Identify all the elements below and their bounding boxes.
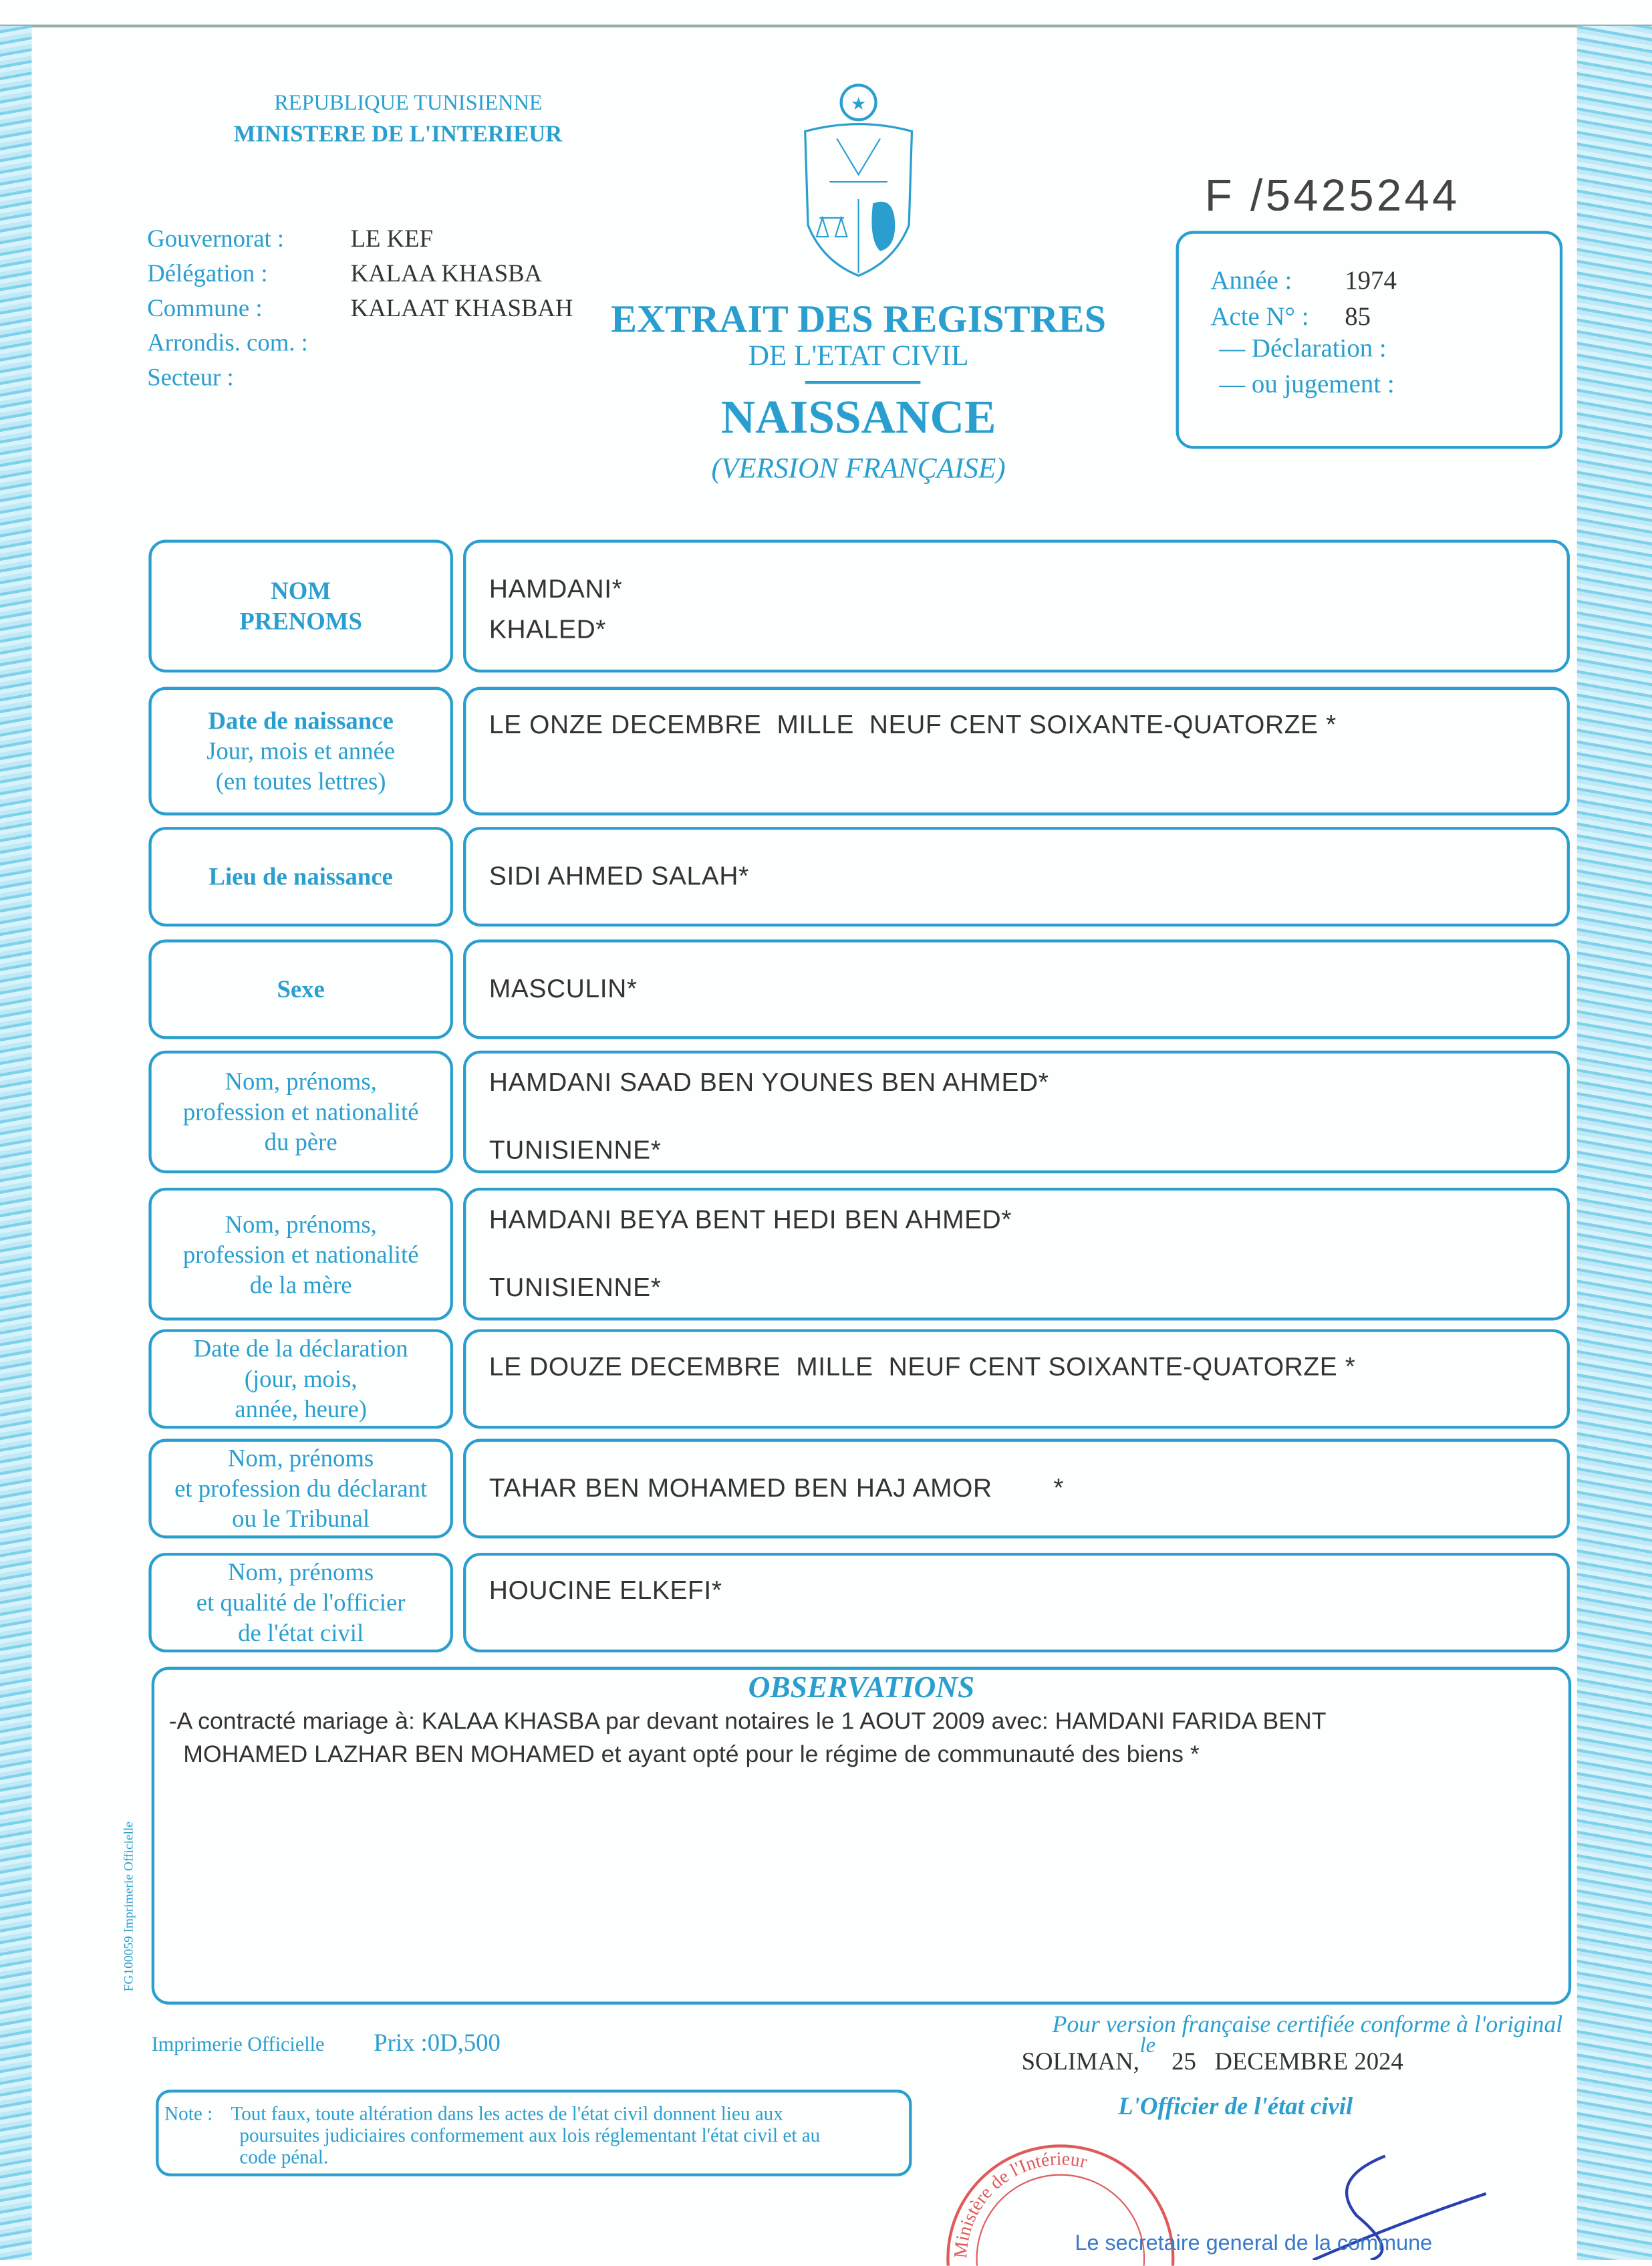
- row-value: SIDI AHMED SALAH*: [489, 860, 749, 890]
- row-label: PRENOMS: [239, 607, 362, 635]
- row-label: profession et nationalité: [182, 1098, 419, 1126]
- acte-box: [1176, 231, 1563, 449]
- row-label-box: [148, 1553, 453, 1652]
- top-edge: [0, 25, 1652, 27]
- issue-place: SOLIMAN,: [1021, 2047, 1139, 2075]
- guilloche-border-left: [0, 26, 31, 2260]
- arrondis-label: Arrondis. com. :: [147, 329, 308, 357]
- row-label: du père: [264, 1128, 337, 1156]
- row-label: et qualité de l'officier: [196, 1589, 406, 1617]
- note-line-1: Tout faux, toute altération dans les actes de l'état civil donnent lieu aux: [231, 2102, 783, 2125]
- row-label-box: [148, 1188, 453, 1321]
- guilloche-border-right: [1577, 26, 1652, 2260]
- annee-value: 1974: [1345, 265, 1397, 295]
- svg-text:Ministère de l'Intérieur: [950, 2148, 1089, 2259]
- row-value: LE ONZE DECEMBRE MILLE NEUF CENT SOIXANTE-QUATORZE *: [489, 710, 1337, 739]
- row-value: LE DOUZE DECEMBRE MILLE NEUF CENT SOIXANTE-QUATORZE *: [489, 1352, 1356, 1382]
- row-label-box: [148, 1051, 453, 1174]
- row-value-box: [463, 940, 1570, 1039]
- row-label: NOM: [271, 577, 331, 605]
- note-line-2: poursuites judiciaires conformement aux lois réglementant l'état civil et au: [239, 2124, 821, 2146]
- acte-label: Acte N° :: [1210, 301, 1309, 331]
- tunisia-emblem-icon: [793, 81, 923, 283]
- row-value: TUNISIENNE*: [489, 1273, 662, 1302]
- row-value: TAHAR BEN MOHAMED BEN HAJ AMOR *: [489, 1473, 1065, 1502]
- legal-note-box: [156, 2090, 912, 2176]
- row-label: Nom, prénoms: [228, 1558, 374, 1586]
- observations-title: OBSERVATIONS: [748, 1669, 975, 1705]
- row-value: HAMDANI BEYA BENT HEDI BEN AHMED*: [489, 1205, 1012, 1234]
- row-label: Nom, prénoms,: [225, 1210, 377, 1238]
- title-divider: [805, 381, 921, 384]
- row-label: Jour, mois et année: [206, 737, 396, 765]
- annee-label: Année :: [1210, 265, 1292, 295]
- row-label-box: [148, 827, 453, 926]
- row-value-box: [463, 827, 1570, 926]
- declaration-label: — Déclaration :: [1219, 333, 1387, 362]
- row-label: ou le Tribunal: [232, 1505, 370, 1533]
- signature-caption: Le secretaire general de la commune: [1075, 2231, 1433, 2256]
- row-label: (jour, mois,: [244, 1365, 358, 1393]
- acte-value: 85: [1345, 301, 1371, 331]
- ministry-label: MINISTERE DE L'INTERIEUR: [233, 122, 563, 148]
- note-label: Note :: [164, 2102, 213, 2125]
- stamp-text: Ministère de l'Intérieur: [950, 2148, 1089, 2259]
- row-label: Date de la déclaration: [193, 1335, 408, 1363]
- row-label-box: [148, 1439, 453, 1539]
- row-value-box: [463, 687, 1570, 815]
- title-extrait: EXTRAIT DES REGISTRES: [611, 297, 1107, 341]
- officer-title: L'Officier de l'état civil: [1118, 2092, 1353, 2120]
- row-label: et profession du déclarant: [174, 1475, 428, 1503]
- row-label: de la mère: [249, 1270, 352, 1299]
- row-value-box: [463, 1188, 1570, 1321]
- side-print: FG100059 Imprimerie Officielle: [121, 1821, 136, 1992]
- certified-text: Pour version française certifiée conforme à l'original: [1052, 2010, 1563, 2038]
- observations-line-2: MOHAMED LAZHAR BEN MOHAMED et ayant opté pour le régime de communauté des biens *: [183, 1741, 1200, 1768]
- row-value-box: [463, 1329, 1570, 1428]
- jugement-label: — ou jugement :: [1219, 369, 1395, 398]
- delegation-label: Délégation :: [147, 259, 268, 287]
- commune-value: KALAAT KHASBAH: [350, 294, 573, 322]
- row-value: MASCULIN*: [489, 973, 638, 1003]
- delegation-value: KALAA KHASBA: [350, 259, 543, 287]
- svg-text:★: ★: [850, 94, 867, 114]
- row-label-box: [148, 1329, 453, 1428]
- observations-box: [152, 1667, 1571, 2005]
- serial-number: F /5425244: [1204, 170, 1460, 221]
- imprimerie-label: Imprimerie Officielle: [151, 2035, 325, 2057]
- row-value: KHALED*: [489, 614, 607, 644]
- row-label-box: [148, 687, 453, 815]
- observations-line-1: -A contracté mariage à: KALAA KHASBA par devant notaires le 1 AOUT 2009 avec: HAMDANI FARIDA BENT: [168, 1709, 1327, 1735]
- row-value: TUNISIENNE*: [489, 1136, 662, 1165]
- row-label: Nom, prénoms,: [225, 1067, 377, 1096]
- gouvernorat-label: Gouvernorat :: [147, 225, 285, 253]
- row-label: profession et nationalité: [182, 1240, 419, 1268]
- row-value: HOUCINE ELKEFI*: [489, 1576, 722, 1605]
- gouvernorat-value: LE KEF: [350, 225, 434, 253]
- note-line-3: code pénal.: [239, 2146, 329, 2168]
- row-label: Date de naissance: [208, 707, 394, 735]
- row-label: année, heure): [235, 1395, 367, 1423]
- title-naissance: NAISSANCE: [720, 392, 996, 445]
- row-label: Nom, prénoms: [228, 1444, 374, 1473]
- price: Prix :0D,500: [374, 2029, 501, 2057]
- row-value-box: [463, 1051, 1570, 1174]
- row-label-box: [148, 539, 453, 672]
- issue-le: le: [1139, 2035, 1155, 2058]
- row-label: Lieu de naissance: [209, 863, 393, 891]
- title-etat-civil: DE L'ETAT CIVIL: [748, 340, 969, 373]
- row-value-box: [463, 539, 1570, 672]
- row-label: de l'état civil: [238, 1619, 364, 1647]
- issue-date: 25 DECEMBRE 2024: [1172, 2047, 1403, 2075]
- row-value-box: [463, 1553, 1570, 1652]
- secteur-label: Secteur :: [147, 364, 234, 392]
- row-value: HAMDANI*: [489, 574, 623, 604]
- row-label: Sexe: [277, 975, 325, 1003]
- row-label: (en toutes lettres): [215, 767, 386, 795]
- row-value: HAMDANI SAAD BEN YOUNES BEN AHMED*: [489, 1067, 1049, 1097]
- republic-label: REPUBLIQUE TUNISIENNE: [274, 92, 543, 116]
- commune-label: Commune :: [147, 294, 263, 322]
- row-label-box: [148, 940, 453, 1039]
- row-value-box: [463, 1439, 1570, 1539]
- title-version: (VERSION FRANÇAISE): [711, 453, 1006, 485]
